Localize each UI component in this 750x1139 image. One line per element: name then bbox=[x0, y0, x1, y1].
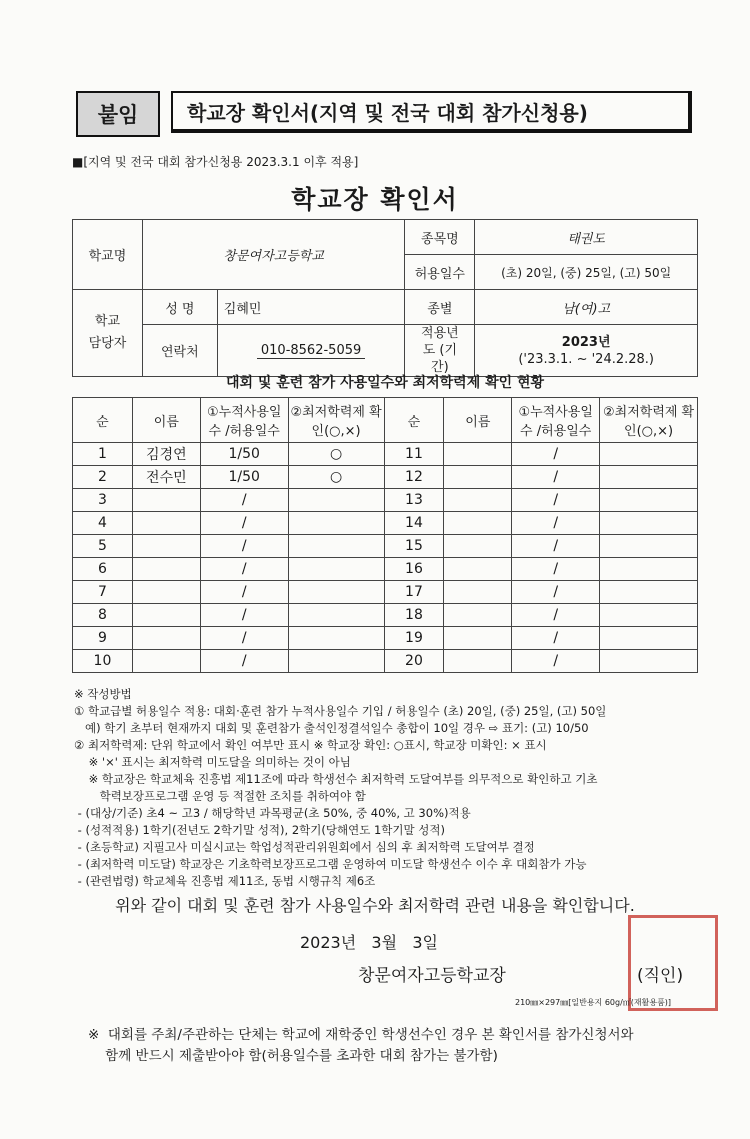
table-row bbox=[73, 466, 698, 489]
gender-label: 종별 bbox=[405, 290, 475, 325]
cell-l-name bbox=[132, 489, 200, 512]
section-title: 대회 및 훈련 참가 사용일수와 최저학력제 확인 현황 bbox=[225, 375, 545, 391]
cell-r-days: / bbox=[512, 443, 600, 466]
cell-l-no: 9 bbox=[73, 627, 133, 650]
cell-l-name bbox=[132, 535, 200, 558]
cell-r-ok bbox=[600, 512, 698, 535]
confirmation-text: 위와 같이 대회 및 훈련 참가 사용일수와 최저학력 관련 내용을 확인합니다. bbox=[115, 896, 635, 915]
writing-method bbox=[74, 686, 704, 890]
cell-l-days: / bbox=[200, 604, 288, 627]
cell-l-name: 전수민 bbox=[132, 466, 200, 489]
contact-value-cell bbox=[217, 325, 405, 377]
cell-l-ok bbox=[288, 558, 384, 581]
cell-l-ok bbox=[288, 604, 384, 627]
method-line: ② 최저학력제: 단위 학교에서 확인 여부만 표시 ※ 학교장 확인: ○표시, 학교장 미확인: × 표시 bbox=[74, 738, 547, 752]
cell-r-days: / bbox=[512, 604, 600, 627]
school-value: 창문여자고등학교 bbox=[142, 220, 404, 290]
cell-l-ok bbox=[288, 650, 384, 673]
cell-r-no: 20 bbox=[384, 650, 444, 673]
cell-l-no: 5 bbox=[73, 535, 133, 558]
document-title: 학교장 확인서 bbox=[291, 185, 459, 214]
cell-r-name bbox=[444, 581, 512, 604]
attachment-title: 학교장 확인서(지역 및 전국 대회 참가신청용) bbox=[171, 91, 692, 133]
cell-r-days: / bbox=[512, 627, 600, 650]
info-table bbox=[72, 219, 698, 377]
header-name: 이름 bbox=[132, 398, 200, 443]
method-line: - (성적적용) 1학기(전년도 2학기말 성적), 2학기(당해연도 1학기말 성적) bbox=[74, 823, 445, 837]
cell-l-no: 6 bbox=[73, 558, 133, 581]
cell-r-days: / bbox=[512, 650, 600, 673]
seal-label: (직인) bbox=[637, 966, 684, 986]
cell-r-no: 12 bbox=[384, 466, 444, 489]
cell-l-days: / bbox=[200, 512, 288, 535]
table-row bbox=[73, 535, 698, 558]
cell-r-name bbox=[444, 604, 512, 627]
status-header-row bbox=[73, 398, 698, 443]
cell-l-name bbox=[132, 627, 200, 650]
header-name: 이름 bbox=[444, 398, 512, 443]
footer-line: 함께 반드시 제출받아야 함(허용일수를 초과한 대회 참가는 불가함) bbox=[88, 1048, 498, 1064]
cell-l-ok: ○ bbox=[288, 466, 384, 489]
header-academic: ②최저학력제 확인(○,×) bbox=[288, 398, 384, 443]
cell-r-no: 11 bbox=[384, 443, 444, 466]
cell-l-days: / bbox=[200, 535, 288, 558]
cell-r-days: / bbox=[512, 466, 600, 489]
method-line: 학력보장프로그램 운영 등 적절한 조치를 취하여야 함 bbox=[74, 789, 366, 803]
manager-label: 학교 담당자 bbox=[73, 290, 143, 377]
cell-r-no: 15 bbox=[384, 535, 444, 558]
cell-l-days: 1/50 bbox=[200, 466, 288, 489]
cell-l-no: 4 bbox=[73, 512, 133, 535]
table-row bbox=[73, 650, 698, 673]
cell-l-name bbox=[132, 604, 200, 627]
status-table-body bbox=[73, 443, 698, 673]
header-days: ①누적사용일수 /허용일수 bbox=[200, 398, 288, 443]
cell-r-ok bbox=[600, 489, 698, 512]
paper-spec: 210㎜×297㎜[일반용지 60g/㎡(재활용품)] bbox=[515, 998, 672, 1007]
cell-l-name bbox=[132, 650, 200, 673]
cell-r-no: 18 bbox=[384, 604, 444, 627]
header-days: ①누적사용일수 /허용일수 bbox=[512, 398, 600, 443]
table-row bbox=[73, 581, 698, 604]
cell-r-ok bbox=[600, 627, 698, 650]
cell-r-ok bbox=[600, 650, 698, 673]
school-label: 학교명 bbox=[73, 220, 143, 290]
status-table bbox=[72, 397, 698, 673]
cell-r-name bbox=[444, 535, 512, 558]
cell-l-days: 1/50 bbox=[200, 443, 288, 466]
method-line: ※ '×' 표시는 최저학력 미도달을 의미하는 것이 아님 bbox=[74, 755, 351, 769]
method-line: - (초등학교) 지필고사 미실시교는 학업성적관리위원회에서 심의 후 최저학력 도달여부 결정 bbox=[74, 840, 535, 854]
year-cell bbox=[475, 325, 698, 377]
allowed-days-value: (초) 20일, (중) 25일, (고) 50일 bbox=[475, 255, 698, 290]
cell-r-name bbox=[444, 650, 512, 673]
cell-r-ok bbox=[600, 535, 698, 558]
year-value: 2023년 bbox=[561, 334, 611, 350]
allowed-days-label: 허용일수 bbox=[405, 255, 475, 290]
school-principal: 창문여자고등학교장 bbox=[358, 966, 506, 986]
cell-l-name bbox=[132, 581, 200, 604]
table-row bbox=[73, 604, 698, 627]
cell-r-name bbox=[444, 627, 512, 650]
footer-line: ※ 대회를 주최/주관하는 단체는 학교에 재학중인 학생선수인 경우 본 확인서를 참가신청서와 bbox=[88, 1027, 634, 1043]
cell-r-no: 16 bbox=[384, 558, 444, 581]
method-line: ※ 학교장은 학교체육 진흥법 제11조에 따라 학생선수 최저학력 도달여부를 의무적으로 확인하고 기초 bbox=[74, 772, 598, 786]
table-row bbox=[73, 443, 698, 466]
applicability-note: ■[지역 및 전국 대회 참가신청용 2023.3.1 이후 적용] bbox=[72, 155, 359, 169]
header-no: 순 bbox=[73, 398, 133, 443]
cell-l-ok bbox=[288, 627, 384, 650]
cell-l-ok bbox=[288, 581, 384, 604]
header-no: 순 bbox=[384, 398, 444, 443]
cell-l-days: / bbox=[200, 581, 288, 604]
method-line: ① 학교급별 허용일수 적용: 대회·훈련 참가 누적사용일수 기입 / 허용일수 (초) 20일, (중) 25일, (고) 50일 bbox=[74, 704, 607, 718]
cell-l-no: 3 bbox=[73, 489, 133, 512]
cell-r-name bbox=[444, 512, 512, 535]
cell-r-ok bbox=[600, 443, 698, 466]
cell-r-days: / bbox=[512, 581, 600, 604]
cell-r-ok bbox=[600, 466, 698, 489]
table-row bbox=[73, 489, 698, 512]
cell-l-no: 7 bbox=[73, 581, 133, 604]
cell-l-days: / bbox=[200, 558, 288, 581]
cell-r-no: 19 bbox=[384, 627, 444, 650]
cell-r-name bbox=[444, 443, 512, 466]
cell-l-days: / bbox=[200, 627, 288, 650]
event-label: 종목명 bbox=[405, 220, 475, 255]
year-label: 적용년도 (기간) bbox=[405, 325, 475, 377]
cell-r-name bbox=[444, 558, 512, 581]
cell-l-ok bbox=[288, 489, 384, 512]
event-value: 태권도 bbox=[475, 220, 698, 255]
table-row bbox=[73, 512, 698, 535]
cell-l-no: 8 bbox=[73, 604, 133, 627]
cell-l-days: / bbox=[200, 489, 288, 512]
method-line: - (최저학력 미도달) 학교장은 기초학력보장프로그램 운영하여 미도달 학생선수 이수 후 대회참가 가능 bbox=[74, 857, 587, 871]
cell-r-days: / bbox=[512, 535, 600, 558]
cell-r-days: / bbox=[512, 558, 600, 581]
table-row bbox=[73, 627, 698, 650]
footer-note bbox=[88, 1025, 708, 1067]
cell-l-no: 1 bbox=[73, 443, 133, 466]
method-line: 예) 학기 초부터 현재까지 대회 및 훈련참가 출석인정결석일수 총합이 10일 경우 ⇨ 표기: (고) 10/50 bbox=[74, 721, 589, 735]
cell-l-days: / bbox=[200, 650, 288, 673]
contact-label: 연락처 bbox=[142, 325, 217, 377]
attachment-tag: 붙임 bbox=[76, 91, 160, 137]
period-value: ('23.3.1. ~ '24.2.28.) bbox=[518, 351, 654, 367]
cell-r-days: / bbox=[512, 512, 600, 535]
table-row bbox=[73, 558, 698, 581]
method-line: ※ 작성방법 bbox=[74, 687, 132, 701]
cell-l-name bbox=[132, 558, 200, 581]
cell-r-name bbox=[444, 489, 512, 512]
cell-l-name: 김경연 bbox=[132, 443, 200, 466]
method-line: - (관련법령) 학교체육 진흥법 제11조, 동법 시행규칙 제6조 bbox=[74, 874, 376, 888]
header-academic: ②최저학력제 확인(○,×) bbox=[600, 398, 698, 443]
method-line: - (대상/기준) 초4 ~ 고3 / 해당학년 과목평균(초 50%, 중 40%, 고 30%)적용 bbox=[74, 806, 471, 820]
name-label: 성 명 bbox=[142, 290, 217, 325]
gender-value: 남(여)고 bbox=[475, 290, 698, 325]
cell-r-no: 17 bbox=[384, 581, 444, 604]
cell-r-ok bbox=[600, 604, 698, 627]
cell-r-days: / bbox=[512, 489, 600, 512]
cell-r-no: 14 bbox=[384, 512, 444, 535]
cell-l-ok bbox=[288, 535, 384, 558]
cell-r-ok bbox=[600, 558, 698, 581]
cell-l-ok bbox=[288, 512, 384, 535]
cell-r-no: 13 bbox=[384, 489, 444, 512]
cell-l-no: 10 bbox=[73, 650, 133, 673]
contact-value: 010-8562-5059 bbox=[257, 343, 365, 359]
confirmation-date: 2023년 3월 3일 bbox=[300, 933, 438, 952]
cell-r-ok bbox=[600, 581, 698, 604]
cell-l-name bbox=[132, 512, 200, 535]
cell-l-no: 2 bbox=[73, 466, 133, 489]
cell-r-name bbox=[444, 466, 512, 489]
name-value: 김혜민 bbox=[217, 290, 405, 325]
cell-l-ok: ○ bbox=[288, 443, 384, 466]
